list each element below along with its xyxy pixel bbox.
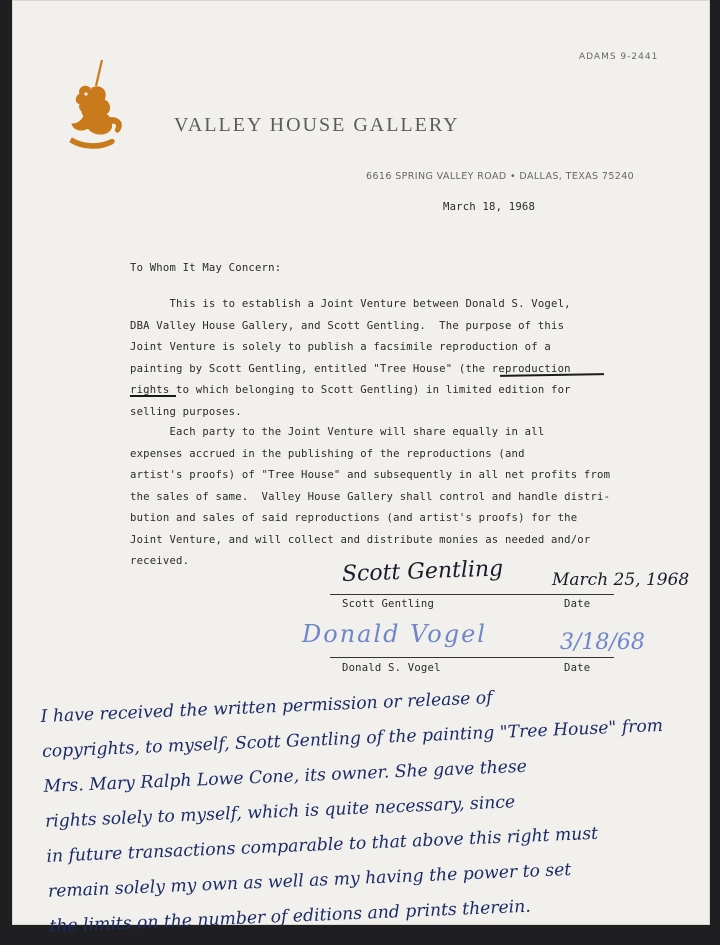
gentling-date-label: Date bbox=[564, 598, 591, 610]
vogel-signature: Donald Vogel bbox=[302, 620, 487, 648]
note-line: rights solely to myself, which is quite necessary, since bbox=[44, 792, 516, 832]
letter-date: March 18, 1968 bbox=[443, 201, 536, 213]
paragraph-1-line: selling purposes. bbox=[130, 405, 242, 418]
paragraph-2-line: Joint Venture, and will collect and distribute monies as needed and/or bbox=[130, 533, 591, 546]
note-line: remain solely my own as well as my having the power to set bbox=[47, 859, 572, 902]
handwritten-note bbox=[40, 673, 690, 945]
paragraph-2-line: the sales of same. Valley House Gallery shall control and handle distri- bbox=[130, 490, 611, 503]
paragraph-1-line: DBA Valley House Gallery, and Scott Gentling. The purpose of this bbox=[130, 319, 565, 332]
note-line: in future transactions comparable to that above this right must bbox=[46, 823, 599, 867]
note-line: copyrights, to myself, Scott Gentling of the painting "Tree House" from bbox=[41, 715, 664, 762]
paragraph-2 bbox=[130, 422, 650, 573]
paper-watermark bbox=[305, 167, 520, 314]
salutation: To Whom It May Concern: bbox=[130, 262, 282, 274]
letter-page bbox=[12, 0, 710, 937]
paragraph-2-line: artist's proofs) of "Tree House" and subsequently in all net profits from bbox=[130, 469, 611, 481]
paragraph-2-line: bution and sales of said reproductions (and artist's proofs) for the bbox=[130, 512, 578, 524]
vogel-signed-date: 3/18/68 bbox=[560, 630, 645, 655]
paragraph-1-line: painting by Scott Gentling, entitled "Tree House" (the reproduction bbox=[130, 362, 571, 375]
note-line: I have received the written permission or release of bbox=[40, 688, 493, 727]
note-line: the limits on the number of editions and prints therein. bbox=[49, 896, 532, 937]
paragraph-1-line: rights to which belonging to Scott Gentling) in limited edition for bbox=[130, 384, 571, 396]
paragraph-2-line: expenses accrued in the publishing of the reproductions (and bbox=[130, 447, 525, 460]
gentling-name-label: Scott Gentling bbox=[342, 598, 435, 610]
letterhead-phone: ADAMS 9-2441 bbox=[579, 52, 659, 62]
note-line: Mrs. Mary Ralph Lowe Cone, its owner. She gave these bbox=[43, 756, 528, 797]
vogel-signature-line bbox=[330, 657, 614, 658]
underline-rights bbox=[130, 395, 176, 397]
letterhead-address: 6616 SPRING VALLEY ROAD • DALLAS, TEXAS 75240 bbox=[366, 171, 635, 182]
gallery-name: VALLEY HOUSE GALLERY bbox=[174, 114, 460, 136]
vogel-date-label: Date bbox=[564, 662, 591, 674]
paragraph-2-line: received. bbox=[130, 555, 190, 567]
paragraph-1-line: Joint Venture is solely to publish a facsimile reproduction of a bbox=[130, 341, 551, 353]
paragraph-2-line: Each party to the Joint Venture will share equally in all bbox=[130, 426, 545, 438]
paragraph-1 bbox=[130, 294, 650, 423]
gentling-signature-line bbox=[330, 594, 614, 595]
unicorn-logo-icon bbox=[62, 58, 130, 150]
paragraph-1-line: This is to establish a Joint Venture between Donald S. Vogel, bbox=[130, 298, 571, 310]
vogel-name-label: Donald S. Vogel bbox=[342, 662, 441, 674]
gentling-signed-date: March 25, 1968 bbox=[552, 570, 690, 590]
gentling-signature: Scott Gentling bbox=[341, 556, 504, 587]
